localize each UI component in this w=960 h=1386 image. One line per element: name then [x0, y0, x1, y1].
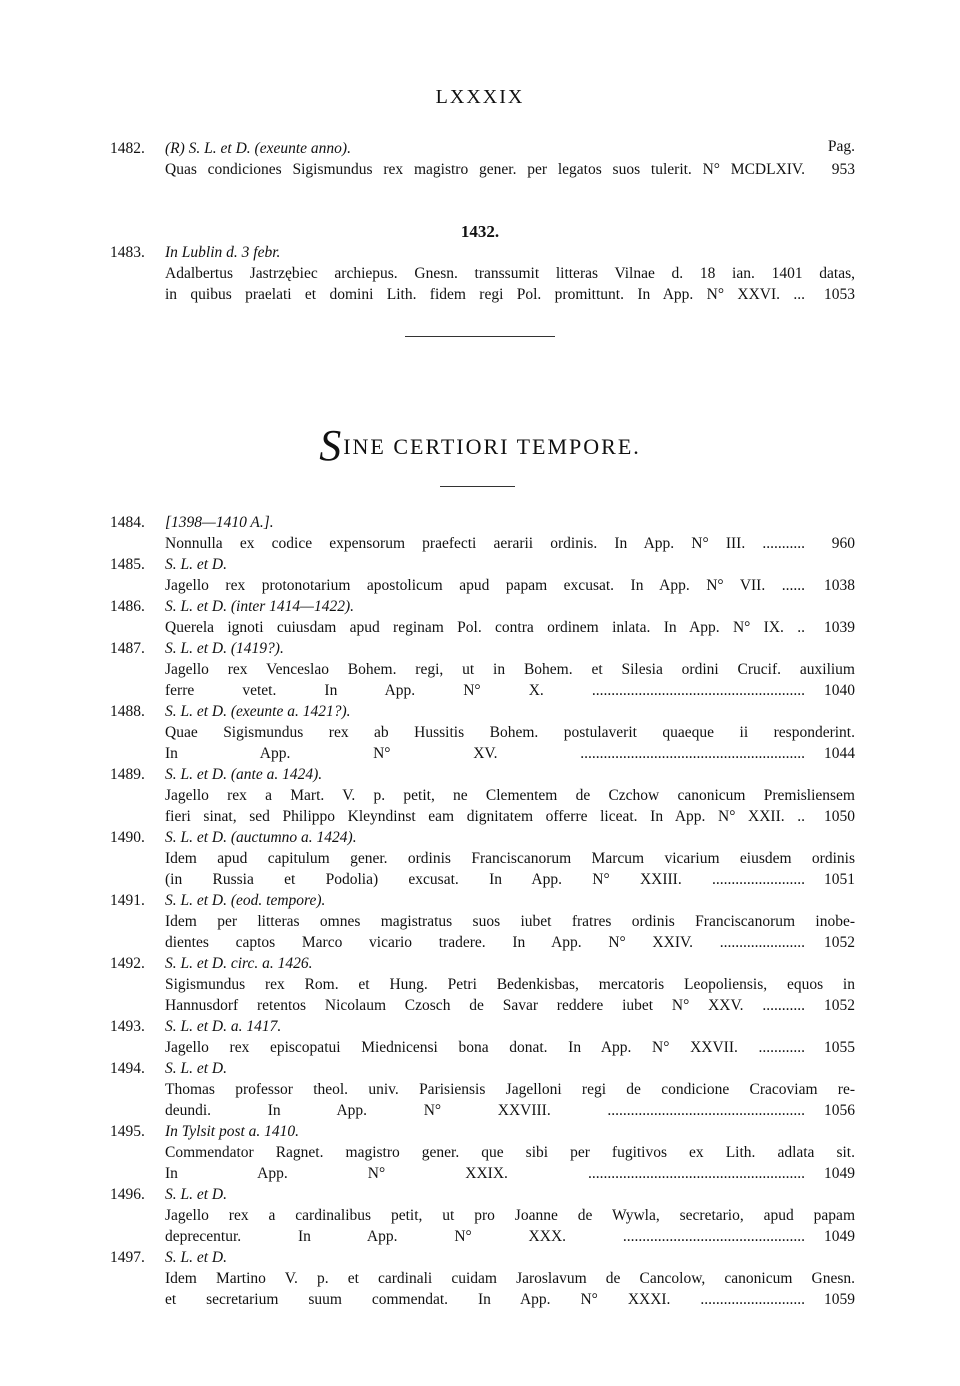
list-item	[110, 512, 855, 554]
page-number: 1050	[824, 808, 855, 825]
entry-text: In App. N° XV. ..........................................................	[165, 745, 805, 762]
entry-heading: S. L. et D. (1419?).	[165, 640, 284, 657]
entry-text: Jagello rex a cardinalibus petit, ut pro Joanne de Wywla, secretario, apud papam	[165, 1207, 855, 1224]
entry-number: 1493.	[110, 1018, 145, 1035]
entry-number: 1491.	[110, 892, 145, 909]
entry-number: 1494.	[110, 1060, 145, 1077]
entry-text: Jagello rex a Mart. V. p. petit, ne Clementem de Czchow canonicum Premisliensem	[165, 787, 855, 804]
list-item	[110, 596, 855, 638]
entry-text: Hannusdorf retentos Nicolaum Czosch de Savar reddere iubet N° XXV. ...........	[165, 997, 805, 1014]
entry-text: Jagello rex protonotarium apostolicum apud papam excusat. In App. N° VII. ......	[165, 577, 805, 594]
year-heading: 1432.	[460, 222, 500, 241]
entry-heading: S. L. et D. (ante a. 1424).	[165, 766, 323, 783]
entry-text: Adalbertus Jastrzębiec archiepus. Gnesn. transsumit litteras Vilnae d. 18 ian. 1401 datas,	[165, 265, 855, 282]
entry-text: Idem apud capitulum gener. ordinis Franciscanorum Marcum vicarium eiusdem ordinis	[165, 850, 855, 867]
list-item	[110, 1121, 855, 1184]
entry-text: Commendator Ragnet. magistro gener. que sibi per fugitivos ex Lith. adlata sit.	[165, 1144, 855, 1161]
entry-text: (in Russia et Podolia) excusat. In App. N° XXIII. ........................	[165, 871, 805, 888]
entry-text: Thomas professor theol. univ. Parisiensis Jagelloni regi de condicione Cracoviam re-	[165, 1081, 855, 1098]
entry-text: Idem Martino V. p. et cardinali cuidam Jaroslavum de Cancolow, canonicum Gnesn.	[165, 1270, 855, 1287]
entry-text: Quas condiciones Sigismundus rex magistro gener. per legatos suos tulerit. N° MCDLXIV.	[165, 161, 805, 178]
page-number: 1040	[824, 682, 855, 699]
entry-heading: S. L. et D. (inter 1414—1422).	[165, 598, 355, 615]
divider	[440, 486, 515, 487]
list-item	[110, 138, 855, 180]
entry-heading: S. L. et D. circ. a. 1426.	[165, 955, 313, 972]
entry-number: 1495.	[110, 1123, 145, 1140]
entry-number: 1485.	[110, 556, 145, 573]
page-number: 960	[831, 535, 855, 552]
entry-text: ferre vetet. In App. N° X. .......................................................	[165, 682, 805, 699]
section-title-initial: S	[319, 421, 344, 470]
entry-heading: S. L. et D.	[165, 1186, 227, 1203]
entry-heading: S. L. et D.	[165, 1060, 227, 1077]
entry-text: dientes captos Marco vicario tradere. In App. N° XXIV. ......................	[165, 934, 805, 951]
entry-number: 1492.	[110, 955, 145, 972]
entry-text: Jagello rex Venceslao Bohem. regi, ut in Bohem. et Silesia ordini Crucif. auxilium	[165, 661, 855, 678]
entry-heading: S. L. et D. a. 1417.	[165, 1018, 282, 1035]
entry-heading: S. L. et D. (auctumno a. 1424).	[165, 829, 357, 846]
divider	[405, 336, 555, 337]
entry-text: deprecentur. In App. N° XXX. ...............................................	[165, 1228, 805, 1245]
list-item	[110, 890, 855, 953]
page-number: 953	[831, 161, 855, 178]
entry-number: 1496.	[110, 1186, 145, 1203]
page-number: 1044	[824, 745, 855, 762]
page-title: LXXXIX	[435, 86, 525, 108]
page-number: 1053	[824, 286, 855, 303]
entry-number: 1490.	[110, 829, 145, 846]
list-item	[110, 764, 855, 827]
page-number: 1056	[824, 1102, 855, 1119]
list-item	[110, 953, 855, 1016]
entry-heading: S. L. et D.	[165, 1249, 227, 1266]
list-item	[110, 638, 855, 701]
list-item	[110, 827, 855, 890]
entry-text: et secretarium suum commendat. In App. N° XXXI. ...........................	[165, 1291, 805, 1308]
entry-number: 1488.	[110, 703, 145, 720]
entry-text: Sigismundus rex Rom. et Hung. Petri Bedenkisbas, mercatoris Leopoliensis, equos in	[165, 976, 855, 993]
entry-heading: [1398—1410 A.].	[165, 514, 274, 531]
list-item	[110, 554, 855, 596]
entry-text: Nonnulla ex codice expensorum praefecti aerarii ordinis. In App. N° III. ...........	[165, 535, 805, 552]
page-number: 1051	[824, 871, 855, 888]
section-title	[0, 420, 960, 471]
entry-heading: In Tylsit post a. 1410.	[165, 1123, 300, 1140]
entry-number: 1486.	[110, 598, 145, 615]
page-number: 1059	[824, 1291, 855, 1308]
entry-number: 1482.	[110, 140, 145, 157]
page-number: 1055	[824, 1039, 855, 1056]
entry-heading: S. L. et D. (exeunte a. 1421?).	[165, 703, 351, 720]
entry-number: 1487.	[110, 640, 145, 657]
page-number: 1052	[824, 934, 855, 951]
entry-number: 1484.	[110, 514, 145, 531]
page-number: 1049	[824, 1228, 855, 1245]
entry-number: 1483.	[110, 244, 145, 261]
section-title-text: INE CERTIORI TEMPORE.	[343, 434, 641, 459]
entry-number: 1489.	[110, 766, 145, 783]
list-item	[110, 1247, 855, 1310]
entry-text: In App. N° XXIX. ........................................................	[165, 1165, 805, 1182]
page-column-label: Pag.	[827, 138, 855, 155]
entry-text: Idem per litteras omnes magistratus suos iubet fratres ordinis Franciscanorum inobe-	[165, 913, 855, 930]
entry-heading: S. L. et D.	[165, 556, 227, 573]
entry-heading: In Lublin d. 3 febr.	[165, 244, 281, 261]
entry-text: Quae Sigismundus rex ab Hussitis Bohem. postulaverit quaeque ii responderint.	[165, 724, 855, 741]
page-number: 1052	[824, 997, 855, 1014]
page-number: 1049	[824, 1165, 855, 1182]
entry-heading: (R) S. L. et D. (exeunte anno).	[165, 140, 351, 157]
entry-text: in quibus praelati et domini Lith. fidem regi Pol. promittunt. In App. N° XXVI. ...	[165, 286, 805, 303]
list-item	[110, 1058, 855, 1121]
list-item	[110, 1184, 855, 1247]
entry-text: fieri sinat, sed Philippo Kleyndinst eam dignitatem offerre liceat. In App. N° XXII. ..	[165, 808, 805, 825]
entry-heading: S. L. et D. (eod. tempore).	[165, 892, 326, 909]
entry-text: deundi. In App. N° XXVIII. ...................................................	[165, 1102, 805, 1119]
page-number: 1039	[824, 619, 855, 636]
list-item	[110, 242, 855, 305]
list-item	[110, 1016, 855, 1058]
page-number: 1038	[824, 577, 855, 594]
entry-text: Jagello rex episcopatui Miednicensi bona donat. In App. N° XXVII. ............	[165, 1039, 805, 1056]
entry-number: 1497.	[110, 1249, 145, 1266]
list-item	[110, 701, 855, 764]
entry-text: Querela ignoti cuiusdam apud reginam Pol. contra ordinem inlata. In App. N° IX. ..	[165, 619, 805, 636]
